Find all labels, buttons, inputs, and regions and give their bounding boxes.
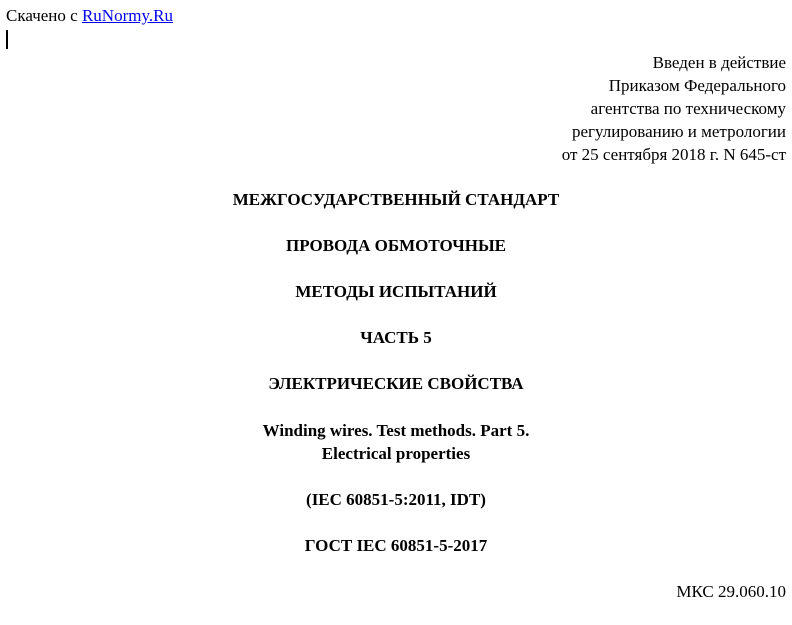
gost-code-heading: ГОСТ IEC 60851-5-2017 — [304, 536, 488, 555]
download-source-line — [6, 6, 173, 26]
iec-reference: (IEC 60851-5:2011, IDT) — [306, 490, 486, 509]
enactment-line-4: регулированию и метрологии — [571, 122, 786, 141]
title-subject-heading: ЭЛЕКТРИЧЕСКИЕ СВОЙСТВА — [268, 374, 524, 393]
download-prefix: Скачено с — [6, 6, 82, 25]
runormy-link[interactable]: RuNormy.Ru — [81, 6, 173, 25]
enactment-line-2: Приказом Федерального — [608, 76, 786, 95]
mks-classification: МКС 29.060.10 — [676, 582, 786, 601]
english-title-line-2: Electrical properties — [321, 444, 471, 463]
enactment-line-5: от 25 сентября 2018 г. N 645-ст — [561, 145, 786, 164]
enactment-note — [562, 51, 786, 166]
english-title-line-1: Winding wires. Test methods. Part 5. — [262, 421, 530, 440]
title-main-heading: ПРОВОДА ОБМОТОЧНЫЕ — [285, 236, 507, 255]
title-methods-heading: МЕТОДЫ ИСПЫТАНИЙ — [295, 282, 497, 301]
title-part-heading: ЧАСТЬ 5 — [360, 328, 432, 347]
text-caret — [6, 30, 8, 49]
standard-type-heading: МЕЖГОСУДАРСТВЕННЫЙ СТАНДАРТ — [232, 190, 560, 209]
enactment-line-1: Введен в действие — [652, 53, 786, 72]
enactment-line-3: агентства по техническому — [590, 99, 786, 118]
